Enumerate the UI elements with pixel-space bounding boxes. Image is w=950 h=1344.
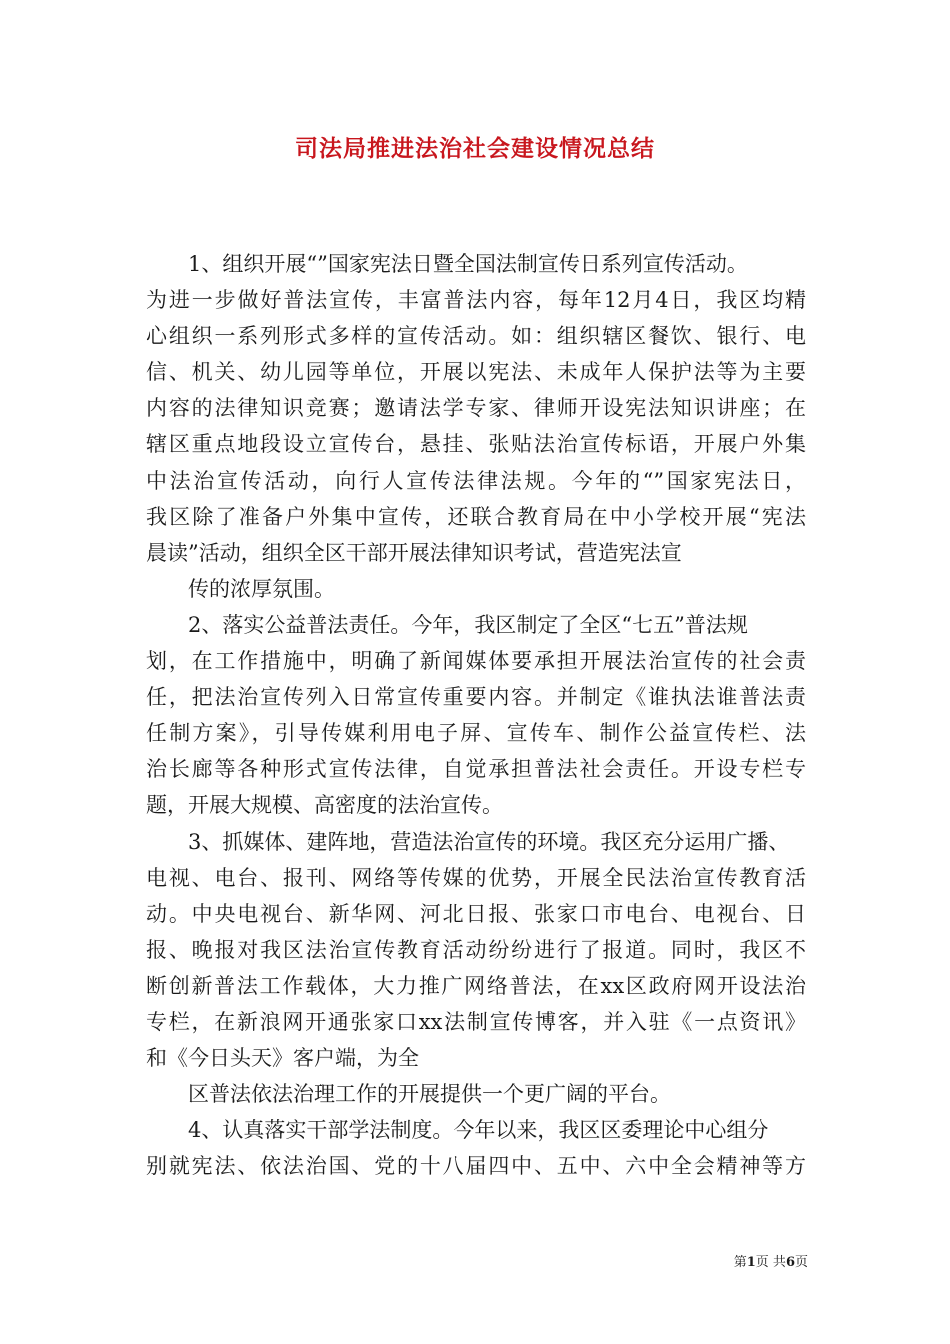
text-line: 2、落实公益普法责任。今年，我区制定了全区“七五”普法规 [188,612,748,637]
text-line: 题，开展大规模、高密度的法治宣传。 [146,793,503,818]
text-line: 区普法依法治理工作的开展提供一个更广阔的平台。 [188,1082,671,1107]
footer-prefix: 第 [733,1255,747,1270]
document-body [146,246,806,1184]
footer-middle: 页 共 [755,1255,786,1270]
text-line: 治长廊等各种形式宣传法律，自觉承担普法社会责任。开设专栏专 [146,757,806,782]
text-line: 心组织一系列形式多样的宣传活动。如：组织辖区餐饮、银行、电 [146,324,806,349]
text-line: 和《今日头天》客户端，为全 [146,1046,419,1071]
text-line: 电视、电台、报刊、网络等传媒的优势，开展全民法治宣传教育活 [146,865,806,890]
text-line: 晨读”活动，组织全区干部开展法律知识考试，营造宪法宣 [146,540,682,565]
text-line: 任，把法治宣传列入日常宣传重要内容。并制定《谁执法谁普法责 [146,685,806,710]
text-line: 为进一步做好普法宣传，丰富普法内容，每年12月4日，我区均精 [146,288,806,313]
text-line: 3、抓媒体、建阵地，营造法治宣传的环境。我区充分运用广播、 [188,829,790,854]
total-page-count: 6 [785,1255,795,1270]
text-line: 1、组织开展“”国家宪法日暨全国法制宣传日系列宣传活动。 [188,252,748,276]
text-line: 动。中央电视台、新华网、河北日报、张家口市电台、电视台、日 [146,901,806,926]
text-line: 断创新普法工作载体，大力推广网络普法，在xx区政府网开设法治 [146,973,806,998]
current-page-number: 1 [746,1255,756,1270]
footer-suffix: 页 [794,1255,808,1270]
text-line: 专栏，在新浪网开通张家口xx法制宣传博客，并入驻《一点资讯》 [146,1009,806,1034]
text-line: 传的浓厚氛围。 [188,576,335,601]
text-line: 划，在工作措施中，明确了新闻媒体要承担开展法治宣传的社会责 [146,649,806,674]
text-line: 我区除了准备户外集中宣传，还联合教育局在中小学校开展“宪法 [146,504,806,529]
text-line: 内容的法律知识竞赛；邀请法学专家、律师开设宪法知识讲座；在 [146,396,806,421]
text-line: 辖区重点地段设立宣传台，悬挂、张贴法治宣传标语，开展户外集 [146,432,806,457]
text-line: 信、机关、幼儿园等单位，开展以宪法、未成年人保护法等为主要 [146,360,806,385]
text-line: 中法治宣传活动，向行人宣传法律法规。今年的“”国家宪法日， [146,468,806,493]
text-line: 报、晚报对我区法治宣传教育活动纷纷进行了报道。同时，我区不 [146,937,806,962]
text-line: 别就宪法、依法治国、党的十八届四中、五中、六中全会精神等方 [146,1154,806,1179]
text-line: 4、认真落实干部学法制度。今年以来，我区区委理论中心组分 [188,1118,769,1143]
page-number-footer [734,1251,808,1270]
text-line: 任制方案》，引导传媒利用电子屏、宣传车、制作公益宣传栏、法 [146,721,806,746]
page-title: 司法局推进法治社会建设情况总结 [295,136,655,162]
